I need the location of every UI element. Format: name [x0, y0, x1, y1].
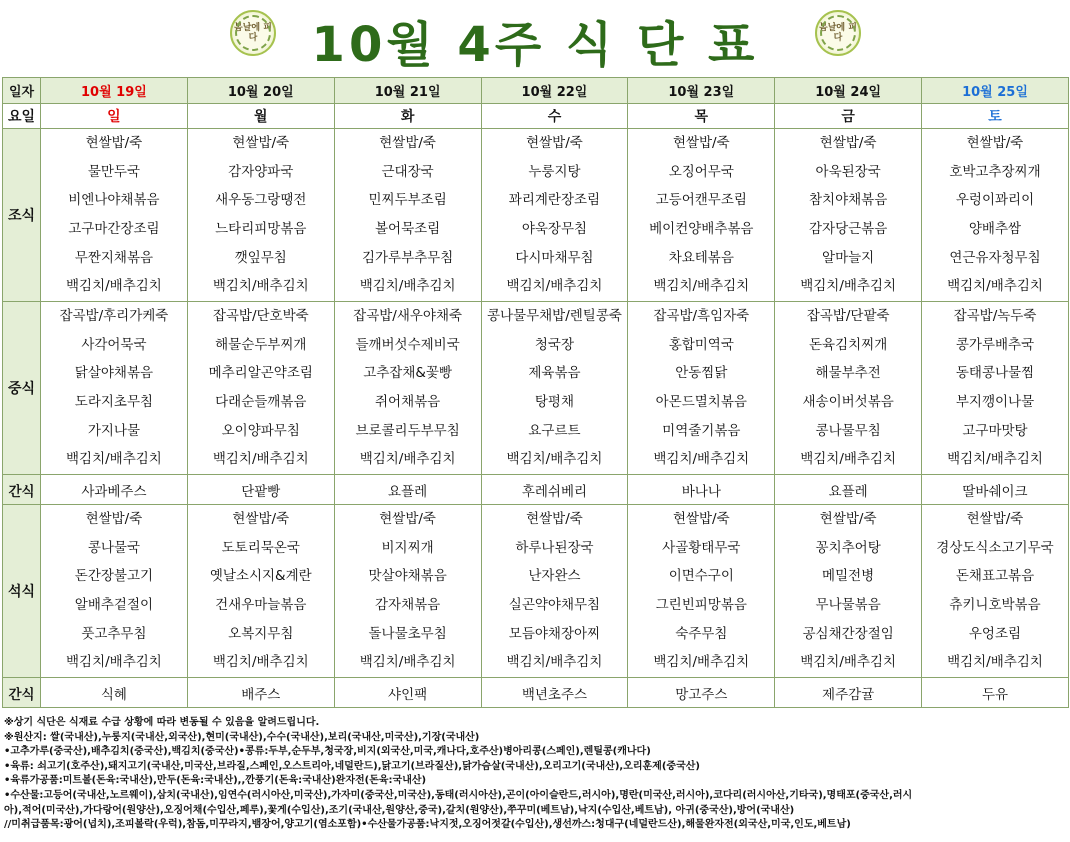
menu-item: 해물부추전: [815, 365, 881, 382]
dinner-cell: [922, 505, 1069, 678]
breakfast-cell: [481, 129, 628, 302]
note-line: ※원산지: 쌀(국내산),누룽지(국내산,외국산),현미(국내산),수수(국내산),보리(국내산,미국산),기장(국내산): [4, 731, 480, 743]
dinner-cell: [187, 505, 334, 678]
snack-label: 간식: [3, 678, 41, 708]
snack-cell: 요플레: [775, 475, 922, 505]
menu-item: 현쌀밥/죽: [85, 511, 143, 528]
date-row: [3, 78, 1069, 104]
menu-item: 맛살야채볶음: [368, 568, 447, 585]
dinner-label: 석식: [3, 505, 41, 678]
snack-row: [3, 678, 1069, 708]
menu-item: 백김치/배추김치: [653, 654, 750, 671]
menu-item: 미역줄기볶음: [662, 422, 741, 439]
menu-item: 현쌀밥/죽: [526, 135, 583, 152]
logo-text: 봄날에 피다: [819, 23, 857, 43]
date-cell: 10월 22일: [481, 78, 628, 104]
menu-item: 홍합미역국: [668, 336, 734, 353]
menu-item: 참치야채볶음: [809, 192, 888, 209]
menu-item: 야욱장무침: [521, 221, 588, 237]
menu-item: 풋고추무침: [81, 625, 147, 642]
menu-item: 오복지무침: [228, 625, 294, 642]
note-line: •수산물:고등어(국내산,노르웨이),삼치(국내산),임연수(러시아산,미국산),가자미(중국산,미국산),동태(러시아산),곤이(아이슬란드,러시아),명란(미국산,러시아),코다리(러시아산,기타국),명태포(중국산,러시: [4, 789, 913, 801]
snack-cell: 사과베주스: [41, 475, 188, 505]
menu-item: 현쌀밥/죽: [85, 135, 143, 152]
menu-item: 무나물볶음: [815, 597, 881, 613]
menu-item: 잡곡밥/단호박죽: [212, 308, 309, 325]
snack-cell: 단팥빵: [187, 475, 334, 505]
menu-item: 백김치/배추김치: [506, 278, 603, 295]
note-line: •육류: 쇠고기(호주산),돼지고기(국내산,미국산,브라질,스페인,오스트리아,네덜란드),닭고기(브라질산),닭가슴살(국내산),오리고기(국내산),오리훈제(중국산): [4, 760, 700, 772]
menu-item: 연근유자청무침: [949, 249, 1041, 266]
menu-item: 아몬드멸치볶음: [655, 394, 747, 410]
menu-item: 츄키니호박볶음: [949, 597, 1041, 613]
menu-item: 현쌀밥/죽: [672, 511, 730, 528]
date-cell: 10월 25일: [922, 78, 1069, 104]
note-line: //미취급품목:광어(넙치),조피볼락(우럭),참돔,미꾸라지,뱀장어,양고기(염소포함)•수산물가공품:낙지젓,오징어젓갈(수입산),생선까스:청대구(네덜란드산),해물완자전(외국산,미국,인도,베트남): [4, 819, 851, 831]
note-line: •고추가루(중국산),배추김치(중국산),백김치(중국산)•콩류:두부,순두부,청국장,비지(외국산,미국,캐나다,호주산)병아리콩(스페인),렌틸콩(캐나다): [4, 746, 651, 758]
day-cell: 금: [775, 104, 922, 129]
menu-item: 경상도식소고기무국: [936, 539, 1054, 556]
date-cell: 10월 23일: [628, 78, 775, 104]
menu-item: 콩가루배추국: [955, 336, 1035, 353]
menu-item: 옛날소시지&계란: [209, 568, 312, 585]
menu-item: 백김치/배추김치: [947, 278, 1043, 295]
header: [0, 0, 1070, 76]
menu-item: 백김치/배추김치: [66, 451, 162, 468]
menu-item: 잡곡밥/새우야채죽: [353, 308, 463, 325]
menu-item: 감자양파국: [228, 163, 294, 180]
snack-cell: 바나나: [628, 475, 775, 505]
menu-item: 잡곡밥/녹두죽: [953, 308, 1037, 325]
menu-item: 백김치/배추김치: [66, 278, 162, 295]
breakfast-cell: [41, 129, 188, 302]
menu-item: 감자당근볶음: [809, 221, 888, 237]
menu-item: 돌나물초무침: [368, 625, 447, 642]
menu-item: 잡곡밥/후리가케죽: [59, 308, 169, 325]
date-cell: 10월 20일: [187, 78, 334, 104]
menu-item: 안동찜닭: [675, 365, 728, 382]
menu-item: 이면수구이: [668, 568, 734, 585]
menu-item: 현쌀밥/죽: [379, 135, 436, 152]
menu-item: 김가루부추무침: [361, 249, 454, 266]
menu-item: 고구마맛탕: [962, 422, 1028, 439]
logo-text: 봄날에 피다: [234, 23, 272, 43]
menu-item: 볼어묵조림: [375, 221, 441, 237]
menu-item: 차요테볶음: [668, 249, 734, 266]
menu-item: 잡곡밥/단팥죽: [806, 308, 890, 325]
menu-item: 난자완스: [528, 568, 581, 585]
menu-item: 백김치/배추김치: [947, 451, 1043, 468]
menu-item: 그린빈피망볶음: [655, 597, 747, 613]
menu-item: 감자채볶음: [375, 597, 441, 613]
menu-item: 현쌀밥/죽: [819, 511, 877, 528]
menu-item: 잡곡밥/흑임자죽: [653, 308, 750, 325]
menu-item: 백김치/배추김치: [359, 278, 456, 295]
day-cell: 수: [481, 104, 628, 129]
snack-cell: 배주스: [187, 678, 334, 708]
menu-item: 느타리피망볶음: [215, 221, 307, 237]
menu-item: 비엔나야채볶음: [68, 192, 160, 209]
note-line: •육류가공품:미트볼(돈육:국내산),만두(돈육:국내산),,깐풍기(돈육:국내산)완자전(돈육:국내산): [4, 775, 427, 787]
snack-cell: 요플레: [334, 475, 481, 505]
lunch-cell: [922, 302, 1069, 475]
menu-item: 콩나물무채밥/렌틸콩죽: [486, 308, 622, 325]
menu-item: 건새우마늘볶음: [215, 597, 307, 613]
menu-item: 새우동그랑땡전: [215, 192, 307, 209]
menu-item: 탕평채: [534, 394, 575, 410]
menu-item: 부지깽이나물: [955, 394, 1035, 410]
menu-item: 현쌀밥/죽: [966, 511, 1024, 528]
menu-item: 다래순들깨볶음: [215, 394, 307, 410]
snack-cell: 샤인팩: [334, 678, 481, 708]
day-cell: 토: [922, 104, 1069, 129]
menu-item: 우렁이꽈리이: [955, 192, 1035, 209]
menu-item: 가지나물: [87, 422, 140, 439]
menu-item: 백김치/배추김치: [947, 654, 1043, 671]
menu-item: 백김치/배추김치: [653, 451, 750, 468]
menu-item: 도라지초무침: [74, 394, 154, 410]
note-line: 아),적어(미국산),가다랑어(원양산),오징어채(수입산,페루),꽃게(수입산),조기(국내산,원양산,중국),갈치(원양산),쭈꾸미(베트남),낙지(수입산,베트남), 아귀(중국산),방어(국내산): [4, 804, 795, 816]
menu-item: 우엉조림: [968, 625, 1022, 642]
menu-item: 백김치/배추김치: [800, 654, 897, 671]
menu-item: 백김치/배추김치: [212, 278, 309, 295]
menu-item: 청국장: [534, 336, 575, 353]
menu-item: 백김치/배추김치: [359, 451, 456, 468]
menu-item: 깻잎무침: [234, 249, 287, 266]
date-label: 일자: [3, 78, 41, 104]
menu-item: 알배추겉절이: [74, 597, 154, 613]
menu-item: 메추리알곤약조림: [208, 365, 313, 382]
menu-item: 공심채간장절임: [802, 625, 894, 642]
snack-cell: 망고주스: [628, 678, 775, 708]
menu-item: 꽁치추어탕: [815, 539, 881, 556]
menu-item: 현쌀밥/죽: [379, 511, 436, 528]
menu-item: 고등어캔무조림: [655, 192, 747, 209]
menu-item: 고추잡채&꽃빵: [363, 365, 452, 382]
snack-row: [3, 475, 1069, 505]
dinner-cell: [41, 505, 188, 678]
menu-item: 오이양파무침: [221, 422, 300, 439]
snack-cell: 두유: [922, 678, 1069, 708]
menu-item: 요구르트: [528, 422, 581, 439]
menu-item: 사골황태무국: [662, 539, 741, 556]
date-cell: 10월 21일: [334, 78, 481, 104]
menu-item: 제육볶음: [528, 365, 581, 382]
menu-item: 고구마간장조림: [68, 221, 160, 237]
menu-item: 다시마채무침: [515, 249, 594, 266]
menu-item: 꽈리계란장조림: [508, 192, 601, 209]
menu-item: 들깨버섯수제비국: [355, 336, 460, 353]
menu-item: 콩나물무침: [815, 422, 881, 439]
menu-item: 돈육김치찌개: [809, 336, 888, 353]
lunch-row: [3, 302, 1069, 475]
menu-item: 백김치/배추김치: [359, 654, 456, 671]
dinner-cell: [628, 505, 775, 678]
menu-item: 도토리묵온국: [221, 539, 300, 556]
day-label: 요일: [3, 104, 41, 129]
menu-item: 물만두국: [87, 163, 140, 180]
menu-item: 백김치/배추김치: [506, 451, 603, 468]
menu-item: 쥐어채볶음: [375, 394, 441, 410]
dinner-cell: [334, 505, 481, 678]
lunch-label: 중식: [3, 302, 41, 475]
menu-item: 백김치/배추김치: [800, 451, 897, 468]
menu-item: 비지찌개: [381, 539, 434, 556]
menu-item: 돈간장불고기: [74, 568, 154, 585]
day-cell: 목: [628, 104, 775, 129]
menu-item: 근대장국: [381, 163, 434, 180]
date-cell: 10월 24일: [775, 78, 922, 104]
menu-item: 백김치/배추김치: [506, 654, 603, 671]
menu-item: 실곤약야채무침: [508, 597, 601, 613]
menu-item: 메밀전병: [822, 568, 875, 585]
menu-item: 현쌀밥/죽: [966, 135, 1024, 152]
menu-item: 백김치/배추김치: [212, 654, 309, 671]
snack-cell: 딸바쉐이크: [922, 475, 1069, 505]
menu-item: 백김치/배추김치: [800, 278, 897, 295]
breakfast-cell: [334, 129, 481, 302]
breakfast-cell: [775, 129, 922, 302]
menu-table: [2, 77, 1069, 708]
snack-cell: 백년초주스: [481, 678, 628, 708]
breakfast-label: 조식: [3, 129, 41, 302]
snack-label: 간식: [3, 475, 41, 505]
menu-item: 해물순두부찌개: [215, 336, 307, 353]
menu-item: 현쌀밥/죽: [232, 135, 290, 152]
menu-item: 새송이버섯볶음: [802, 394, 894, 410]
menu-item: 현쌀밥/죽: [232, 511, 290, 528]
menu-item: 민찌두부조림: [368, 192, 447, 209]
menu-item: 브로콜리두부무침: [355, 422, 460, 439]
menu-item: 무짠지채볶음: [74, 249, 154, 266]
lunch-cell: [628, 302, 775, 475]
lunch-cell: [775, 302, 922, 475]
lunch-cell: [334, 302, 481, 475]
menu-item: 동태콩나물찜: [955, 365, 1035, 382]
menu-item: 모듬야채장아찌: [508, 625, 601, 642]
breakfast-cell: [922, 129, 1069, 302]
menu-item: 호박고추장찌개: [949, 163, 1041, 180]
menu-item: 현쌀밥/죽: [819, 135, 877, 152]
breakfast-row: [3, 129, 1069, 302]
menu-item: 닭살야채볶음: [74, 365, 154, 382]
snack-cell: 제주감귤: [775, 678, 922, 708]
breakfast-cell: [187, 129, 334, 302]
menu-item: 콩나물국: [87, 539, 140, 556]
menu-item: 사각어묵국: [81, 336, 147, 353]
page-title: 10월 4주 식 단 표: [311, 17, 759, 73]
lunch-cell: [187, 302, 334, 475]
menu-item: 숙주무침: [675, 625, 728, 642]
day-row: [3, 104, 1069, 129]
menu-item: 아욱된장국: [815, 163, 881, 180]
logo-ring: [820, 15, 856, 51]
menu-item: 돈채표고볶음: [955, 568, 1035, 585]
day-cell: 월: [187, 104, 334, 129]
lunch-cell: [481, 302, 628, 475]
date-cell: 10월 19일: [41, 78, 188, 104]
dinner-cell: [481, 505, 628, 678]
dinner-row: [3, 505, 1069, 678]
lunch-cell: [41, 302, 188, 475]
menu-item: 누룽지탕: [528, 163, 581, 180]
menu-item: 현쌀밥/죽: [526, 511, 583, 528]
notes: [4, 716, 1066, 833]
menu-item: 양배추쌈: [968, 221, 1022, 237]
breakfast-cell: [628, 129, 775, 302]
logo: [815, 10, 861, 56]
menu-item: 하루나된장국: [515, 539, 594, 556]
note-line: ※상기 식단은 식재료 수급 상황에 따라 변동될 수 있음을 알려드립니다.: [4, 717, 320, 728]
snack-cell: 식혜: [41, 678, 188, 708]
menu-item: 베이컨양배추볶음: [649, 221, 754, 237]
menu-item: 알마늘지: [822, 249, 875, 266]
menu-item: 백김치/배추김치: [653, 278, 750, 295]
day-cell: 일: [41, 104, 188, 129]
menu-item: 오징어무국: [668, 163, 734, 180]
menu-item: 현쌀밥/죽: [672, 135, 730, 152]
snack-cell: 후레쉬베리: [481, 475, 628, 505]
day-cell: 화: [334, 104, 481, 129]
menu-item: 백김치/배추김치: [66, 654, 162, 671]
dinner-cell: [775, 505, 922, 678]
menu-item: 백김치/배추김치: [212, 451, 309, 468]
